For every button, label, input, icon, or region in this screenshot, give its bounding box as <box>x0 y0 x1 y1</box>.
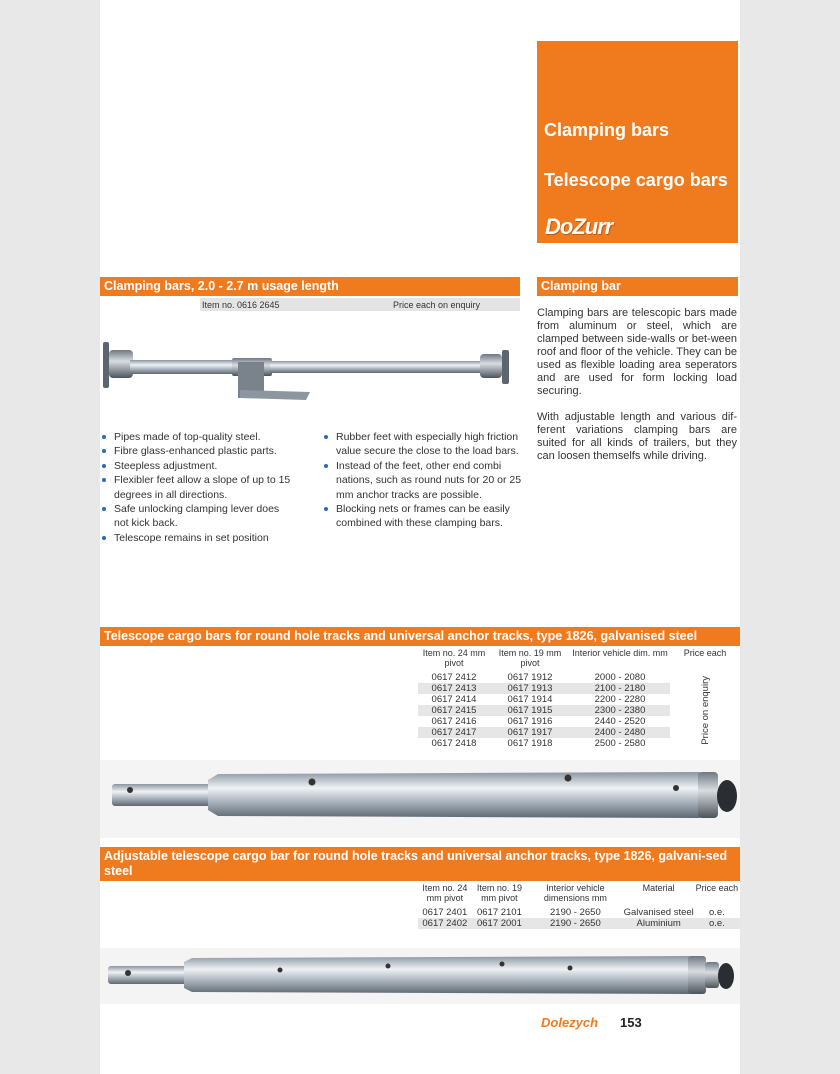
column-header: Price each <box>683 648 727 658</box>
column-header: Item no. 24 mm pivot <box>422 648 486 668</box>
title-clamping-bars: Clamping bars <box>544 120 670 140</box>
bullet-item: Telescope remains in set position <box>100 531 295 545</box>
table-cell: 0617 2401 <box>422 907 468 918</box>
sidebar-description <box>537 307 737 476</box>
bullet-item: Fibre glass-enhanced plastic parts. <box>100 444 295 458</box>
section1-header: Clamping bars, 2.0 - 2.7 m usage length <box>100 277 520 296</box>
table-cell: 2300 - 2380 <box>570 705 670 716</box>
table-cell: 0617 1917 <box>490 727 570 738</box>
column-header: Item no. 24 mm pivot <box>422 883 468 903</box>
price-on-enquiry: Price on enquiry <box>699 676 711 745</box>
sidebar-para-2: With adjustable length and various dif-ferent variations clamping bars are suited for all kinds of trailers, but they can loosen themselfs while driving. <box>537 411 737 462</box>
bullet-item: Blocking nets or frames can be easily combined with these clamping bars. <box>322 502 522 531</box>
table-cell: 2000 - 2080 <box>594 672 646 683</box>
column-header: Material <box>642 883 675 893</box>
table-cell: 0617 2412 <box>431 672 477 683</box>
table-cell: 0617 2417 <box>418 727 490 738</box>
table-row <box>418 672 740 683</box>
table-cell: 2500 - 2580 <box>594 738 646 749</box>
table-cell: 0617 1915 <box>490 705 570 716</box>
table-cell: Aluminium <box>624 918 694 929</box>
column-header: Item no. 19 mm pivot <box>498 648 562 668</box>
table-cell: 0617 2402 <box>418 918 472 929</box>
section1-bullets-left <box>100 430 295 545</box>
price-cell <box>670 672 740 749</box>
clamping-bar-image <box>100 330 520 410</box>
table-cell: 2200 - 2280 <box>594 694 646 705</box>
table-cell: 2440 - 2520 <box>594 716 646 727</box>
title-telescope-cargo-bars: Telescope cargo bars <box>544 170 728 190</box>
section2-table <box>418 648 740 749</box>
brand-box <box>537 41 738 243</box>
column-header: Interior vehicle dimensions mm <box>543 883 607 903</box>
adjustable-telescope-bar-image <box>100 948 740 1004</box>
bullet-item: Safe unlocking clamping lever does not kick back. <box>100 502 295 531</box>
section1-item-row <box>200 298 520 311</box>
table-cell: 0617 1918 <box>507 738 553 749</box>
table-cell: 0617 2101 <box>476 907 522 918</box>
bullet-item: Pipes made of top-quality steel. <box>100 430 295 444</box>
bullet-item: Steepless adjustment. <box>100 459 295 473</box>
section3-header: Adjustable telescope cargo bar for round hole tracks and universal anchor tracks, type 1826, galvani-sed steel <box>100 847 740 881</box>
dozurr-logo: DoZurr <box>545 214 613 239</box>
section3-table <box>418 883 740 929</box>
table-cell: 0617 2413 <box>418 683 490 694</box>
telescope-bar-galvanised-image <box>100 760 740 838</box>
bullet-item: Instead of the feet, other end combi nations, such as round nuts for 20 or 25 mm anchor tracks are possible. <box>322 459 522 502</box>
table-cell: 0617 2001 <box>472 918 528 929</box>
sidebar-header: Clamping bar <box>537 277 738 296</box>
bullet-item: Rubber feet with especially high friction value secure the close to the load bars. <box>322 430 522 459</box>
table-cell: 2100 - 2180 <box>570 683 670 694</box>
column-header: Item no. 19 mm pivot <box>476 883 522 903</box>
table-cell: o.e. <box>694 918 740 929</box>
dolezych-logo: Dolezych <box>541 1015 599 1030</box>
table-cell: 0617 1916 <box>507 716 553 727</box>
table-cell: 0617 2416 <box>431 716 477 727</box>
column-header: Interior vehicle dim. mm <box>572 648 668 658</box>
section2-header: Telescope cargo bars for round hole tracks and universal anchor tracks, type 1826, galvanised steel <box>100 627 740 646</box>
table-row <box>418 918 740 929</box>
table-cell: o.e. <box>708 907 725 918</box>
table-cell: 0617 1914 <box>507 694 553 705</box>
section1-bullets-right <box>322 430 522 531</box>
table-cell: 2190 - 2650 <box>550 907 601 918</box>
page-number: 153 <box>620 1015 642 1030</box>
section1-item-no: Item no. 0616 2645 <box>202 300 280 310</box>
table-cell: 2400 - 2480 <box>570 727 670 738</box>
bullet-item: Flexibler feet allow a slope of up to 15 degrees in all directions. <box>100 473 295 502</box>
table-cell: 2190 - 2650 <box>527 918 623 929</box>
table-cell: Galvanised steel <box>623 907 694 918</box>
table-cell: 0617 2415 <box>418 705 490 716</box>
table-cell: 0617 1912 <box>507 672 553 683</box>
table-cell: 0617 2414 <box>431 694 477 705</box>
column-header: Price each <box>695 883 739 893</box>
table-row <box>418 907 740 918</box>
sidebar-para-1: Clamping bars are telescopic bars made from aluminum or steel, which are clamped between side-walls or bet-ween roof and floor of the vehicle. They can be used as flexible loading area seperators and are used for form locking load securing. <box>537 307 737 397</box>
table-cell: 0617 2418 <box>431 738 477 749</box>
section1-price: Price each on enquiry <box>393 300 481 310</box>
table-cell: 0617 1913 <box>490 683 570 694</box>
